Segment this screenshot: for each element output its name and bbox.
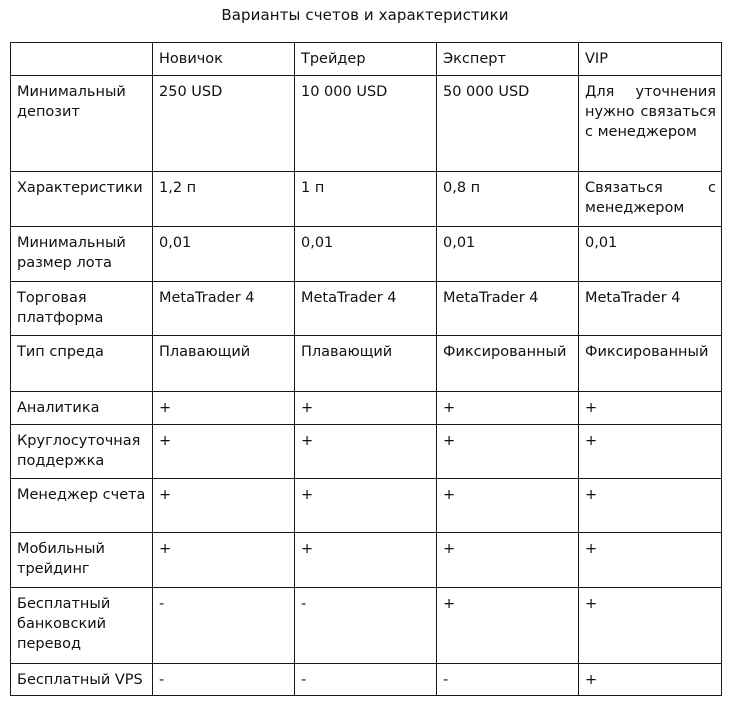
table-row xyxy=(11,336,722,392)
table-cell: 0,01 xyxy=(153,227,295,282)
header-row xyxy=(11,43,722,76)
table-row xyxy=(11,76,722,172)
row-label: Минимальный размер лота xyxy=(11,227,153,282)
table-row xyxy=(11,392,722,425)
row-label: Минимальный депозит xyxy=(11,76,153,172)
table-cell: + xyxy=(579,588,722,664)
table-cell: + xyxy=(295,425,437,479)
table-row xyxy=(11,588,722,664)
header-novice: Новичок xyxy=(153,43,295,76)
row-label: Мобильный трейдинг xyxy=(11,533,153,588)
table-cell: MetaTrader 4 xyxy=(437,282,579,336)
table-cell: + xyxy=(295,479,437,533)
table-cell: 0,01 xyxy=(295,227,437,282)
row-label: Бесплатный банковский перевод xyxy=(11,588,153,664)
table-cell: 1 п xyxy=(295,172,437,227)
row-label: Характеристики xyxy=(11,172,153,227)
table-cell: MetaTrader 4 xyxy=(295,282,437,336)
header-corner-cell xyxy=(11,43,153,76)
row-label: Бесплатный VPS xyxy=(11,664,153,696)
header-vip: VIP xyxy=(579,43,722,76)
table-cell: 250 USD xyxy=(153,76,295,172)
table-row xyxy=(11,479,722,533)
table-cell: Фиксированный xyxy=(437,336,579,392)
table-cell: + xyxy=(153,533,295,588)
account-comparison-table xyxy=(10,42,722,696)
page-title: Варианты счетов и характеристики xyxy=(221,6,509,24)
table-cell: + xyxy=(295,392,437,425)
table-cell: - xyxy=(295,664,437,696)
table-cell: Для уточнения нужно связаться с менеджером xyxy=(579,76,722,172)
table-row xyxy=(11,227,722,282)
table-cell: MetaTrader 4 xyxy=(153,282,295,336)
table-cell: 50 000 USD xyxy=(437,76,579,172)
row-label: Круглосуточная поддержка xyxy=(11,425,153,479)
table-cell: 1,2 п xyxy=(153,172,295,227)
table-cell: - xyxy=(295,588,437,664)
table-row xyxy=(11,533,722,588)
header-trader: Трейдер xyxy=(295,43,437,76)
table-cell: - xyxy=(153,664,295,696)
table-cell: 0,01 xyxy=(437,227,579,282)
table-cell: 0,01 xyxy=(579,227,722,282)
table-cell: Плавающий xyxy=(153,336,295,392)
header-expert: Эксперт xyxy=(437,43,579,76)
table-cell: Плавающий xyxy=(295,336,437,392)
table-cell: + xyxy=(437,588,579,664)
row-label: Торговая платформа xyxy=(11,282,153,336)
table-row xyxy=(11,425,722,479)
table-cell: + xyxy=(295,533,437,588)
table-cell: + xyxy=(579,533,722,588)
row-label: Тип спреда xyxy=(11,336,153,392)
table-cell: Связаться с менеджером xyxy=(579,172,722,227)
table-cell: 10 000 USD xyxy=(295,76,437,172)
table-cell: - xyxy=(437,664,579,696)
table-cell: + xyxy=(579,425,722,479)
table-cell: + xyxy=(437,392,579,425)
table-row xyxy=(11,282,722,336)
table-cell: MetaTrader 4 xyxy=(579,282,722,336)
table-cell: + xyxy=(579,664,722,696)
table-row xyxy=(11,664,722,696)
table-cell: + xyxy=(153,425,295,479)
table-cell: + xyxy=(437,479,579,533)
table-cell: Фиксированный xyxy=(579,336,722,392)
row-label: Аналитика xyxy=(11,392,153,425)
table-cell: + xyxy=(579,479,722,533)
table-cell: + xyxy=(579,392,722,425)
table-cell: + xyxy=(437,425,579,479)
table-cell: + xyxy=(437,533,579,588)
table-cell: - xyxy=(153,588,295,664)
row-label: Менеджер счета xyxy=(11,479,153,533)
table-cell: 0,8 п xyxy=(437,172,579,227)
table-cell: + xyxy=(153,392,295,425)
table-row xyxy=(11,172,722,227)
table-cell: + xyxy=(153,479,295,533)
